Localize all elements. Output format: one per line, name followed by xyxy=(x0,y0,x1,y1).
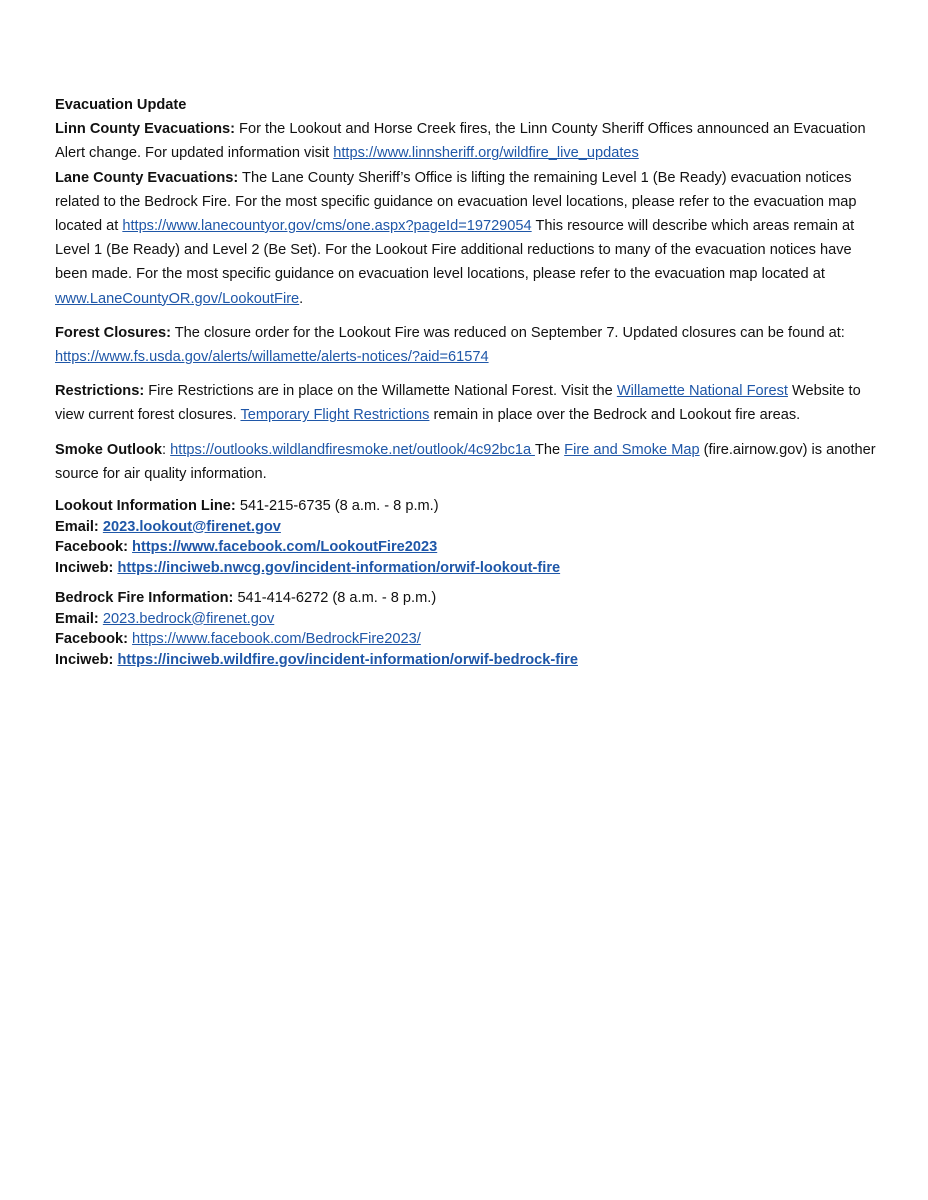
section-heading: Evacuation Update xyxy=(55,97,187,113)
lookout-facebook-link[interactable]: https://www.facebook.com/LookoutFire2023 xyxy=(132,539,438,556)
evacuation-section xyxy=(55,93,881,311)
lane-county-evacuation-link[interactable]: https://www.lanecountyor.gov/cms/one.aspx?pageId=19729054 xyxy=(122,218,532,235)
fire-smoke-map-link[interactable]: Fire and Smoke Map xyxy=(564,441,700,458)
bedrock-inciweb-label: Inciweb: xyxy=(55,651,114,668)
bedrock-contact-block xyxy=(55,588,881,670)
smoke-outlook-section xyxy=(55,438,881,486)
bedrock-line-label: Bedrock Fire Information: xyxy=(55,590,234,607)
lookout-fire-map-link[interactable]: www.LaneCountyOR.gov/LookoutFire xyxy=(55,290,300,307)
lookout-line-value: 541-215-6735 (8 a.m. - 8 p.m.) xyxy=(235,498,439,515)
document-body xyxy=(55,93,881,670)
willamette-forest-link[interactable]: Willamette National Forest xyxy=(616,383,788,400)
lookout-line-label: Lookout Information Line: xyxy=(55,498,236,515)
lookout-contact-block xyxy=(55,496,881,578)
smoke-label: Smoke Outlook xyxy=(55,441,163,458)
lookout-inciweb-link[interactable]: https://inciweb.nwcg.gov/incident-information/orwif-lookout-fire xyxy=(117,559,561,576)
lookout-facebook-label: Facebook: xyxy=(55,539,128,556)
linn-sheriff-link[interactable]: https://www.linnsheriff.org/wildfire_live_updates xyxy=(333,145,639,162)
bedrock-email-label: Email: xyxy=(55,610,99,627)
forest-closures-section xyxy=(55,321,881,369)
lane-text-2: This resource will describe which areas remain at Level 1 (Be Ready) and Level 2 (Be Set). For the Lookout Fire additional reductions to many of the evacuation notices have been made. For the most specific guidance on evacuation level locations, please refer to the evacuation map located at xyxy=(55,218,855,283)
lane-text-1: The Lane County Sheriff’s Office is lifting the remaining Level 1 (Be Ready) evacuation notices related to the Bedrock Fire. For the most specific guidance on evacuation level locations, please refer to the evacuation map located at xyxy=(55,169,857,235)
flight-restrictions-link[interactable]: Temporary Flight Restrictions xyxy=(240,407,430,424)
restrictions-text-2: Website to view current forest closures. xyxy=(55,383,861,424)
bedrock-email-link[interactable]: 2023.bedrock@firenet.gov xyxy=(102,610,275,627)
linn-label: Linn County Evacuations: xyxy=(55,121,235,138)
lane-label: Lane County Evacuations: xyxy=(55,169,239,186)
bedrock-facebook-link[interactable]: https://www.facebook.com/BedrockFire2023/ xyxy=(132,631,421,648)
restrictions-text-1: Fire Restrictions are in place on the Willamette National Forest. Visit the xyxy=(144,383,617,400)
lookout-email-label: Email: xyxy=(55,518,99,535)
forest-text: The closure order for the Lookout Fire was reduced on September 7. Updated closures can be found at: xyxy=(170,324,845,341)
restrictions-text-3: remain in place over the Bedrock and Lookout fire areas. xyxy=(429,407,801,424)
smoke-colon: : xyxy=(162,441,171,458)
lookout-email-link[interactable]: 2023.lookout@firenet.gov xyxy=(102,518,281,535)
smoke-text-1: The xyxy=(534,441,565,458)
smoke-outlook-link[interactable]: https://outlooks.wildlandfiresmoke.net/outlook/4c92bc1a xyxy=(170,441,535,458)
forest-closures-link[interactable]: https://www.fs.usda.gov/alerts/willamette/alerts-notices/?aid=61574 xyxy=(55,349,489,366)
bedrock-facebook-label: Facebook: xyxy=(55,631,128,648)
smoke-text-2: (fire.airnow.gov) is another source for air quality information. xyxy=(55,441,876,482)
bedrock-line-value: 541-414-6272 (8 a.m. - 8 p.m.) xyxy=(233,590,437,607)
restrictions-section xyxy=(55,379,881,427)
forest-label: Forest Closures: xyxy=(55,324,171,341)
lane-text-3: . xyxy=(299,290,304,307)
bedrock-inciweb-link[interactable]: https://inciweb.wildfire.gov/incident-information/orwif-bedrock-fire xyxy=(117,651,578,668)
linn-text: For the Lookout and Horse Creek fires, the Linn County Sheriff Offices announced an Evacuation Alert change. For updated information visit xyxy=(55,121,866,162)
lookout-inciweb-label: Inciweb: xyxy=(55,559,114,576)
restrictions-label: Restrictions: xyxy=(55,383,145,400)
